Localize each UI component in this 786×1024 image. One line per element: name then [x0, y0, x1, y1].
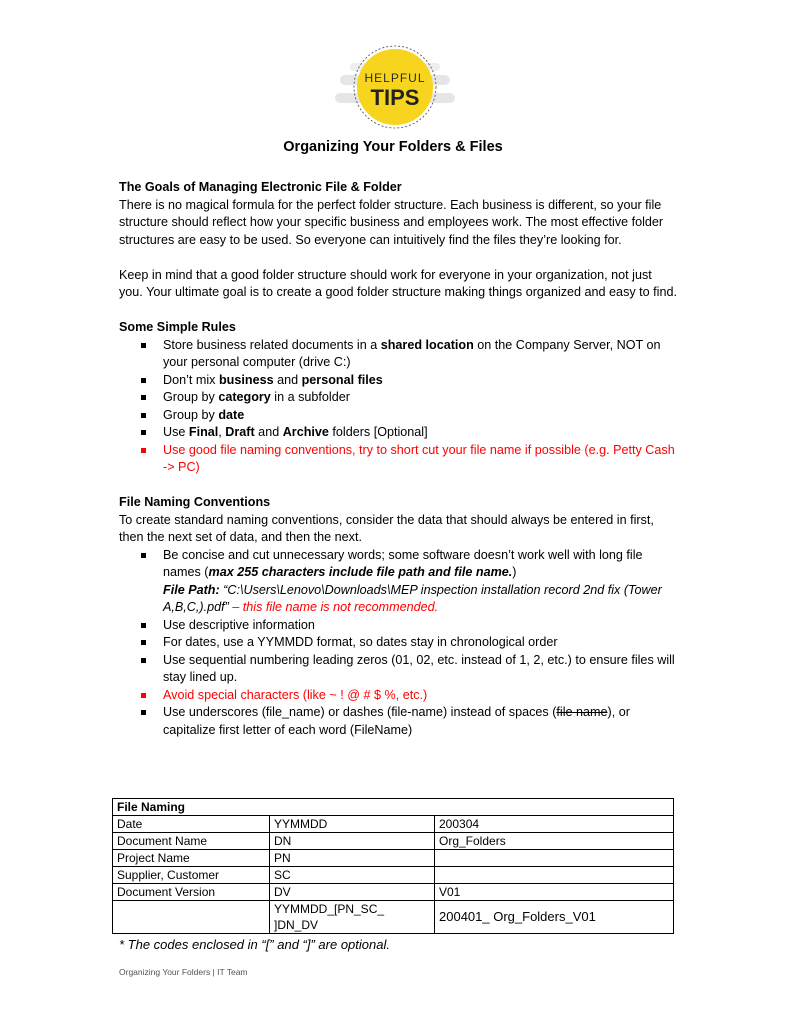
list-item: Use sequential numbering leading zeros (01, 02, etc. instead of 1, 2, etc.) to ensure files will stay lined up.	[163, 652, 679, 687]
goals-paragraph-1: There is no magical formula for the perfect folder structure. Each business is different, so your file structure should reflect how your specific business and employees work. The most effective folder structures are easy to be used. So everyone can intuitively find the files they’re looking for.	[119, 197, 664, 247]
table-row: Date YYMMDD 200304	[113, 816, 674, 833]
list-item: Use Final, Draft and Archive folders [Optional]	[163, 424, 679, 442]
helpful-tips-logo	[330, 35, 460, 135]
rules-list	[119, 337, 679, 477]
list-item: Use underscores (file_name) or dashes (file-name) instead of spaces (file name), or capitalize first letter of each word (FileName)	[163, 704, 679, 739]
file-naming-table	[112, 798, 674, 934]
logo-line2: TIPS	[370, 85, 420, 110]
optional-codes-note: * The codes enclosed in “[” and “]” are optional.	[119, 937, 390, 952]
list-item: Store business related documents in a shared location on the Company Server, NOT on your personal computer (drive C:)	[163, 337, 679, 372]
page-title: Organizing Your Folders & Files	[283, 139, 503, 155]
page-footer: Organizing Your Folders | IT Team	[119, 967, 248, 977]
logo-line1: HELPFUL	[364, 71, 426, 85]
list-item: Group by category in a subfolder	[163, 389, 679, 407]
naming-list	[119, 547, 679, 740]
list-item-highlight: Avoid special characters (like ~ ! @ # $ %, etc.)	[163, 687, 679, 705]
list-item-highlight: Use good file naming conventions, try to short cut your file name if possible (e.g. Petty Cash -> PC)	[163, 442, 679, 477]
naming-intro: To create standard naming conventions, consider the data that should always be entered in first, then the next set of data, and then the next.	[119, 512, 654, 544]
list-item: Don’t mix business and personal files	[163, 372, 679, 390]
table-row: Supplier, Customer SC	[113, 867, 674, 884]
list-item: Group by date	[163, 407, 679, 425]
table-row: Project Name PN	[113, 850, 674, 867]
list-item: Use descriptive information	[163, 617, 679, 635]
document-body	[119, 179, 679, 739]
goals-paragraph-2: Keep in mind that a good folder structure should work for everyone in your organization, not just you. Your ultimate goal is to create a good folder structure making things organized and easy to find.	[119, 267, 677, 299]
naming-heading: File Naming Conventions	[119, 495, 271, 509]
table-row: YYMMDD_[PN_SC_ ]DN_DV 200401_ Org_Folders_V01	[113, 901, 674, 934]
goals-heading: The Goals of Managing Electronic File & Folder	[119, 180, 402, 194]
table-header-row: File Naming	[113, 799, 674, 816]
list-item: Be concise and cut unnecessary words; some software doesn’t work well with long file names (max 255 characters include file path and file name.) File Path: “C:\Users\Lenovo\Downloads\MEP inspection installation record 2nd fix (Tower A,B,C,).pdf” – this file name is not recommended.	[163, 547, 679, 617]
list-item: For dates, use a YYMMDD format, so dates stay in chronological order	[163, 634, 679, 652]
rules-heading: Some Simple Rules	[119, 320, 236, 334]
table-row: Document Version DV V01	[113, 884, 674, 901]
table-row: Document Name DN Org_Folders	[113, 833, 674, 850]
